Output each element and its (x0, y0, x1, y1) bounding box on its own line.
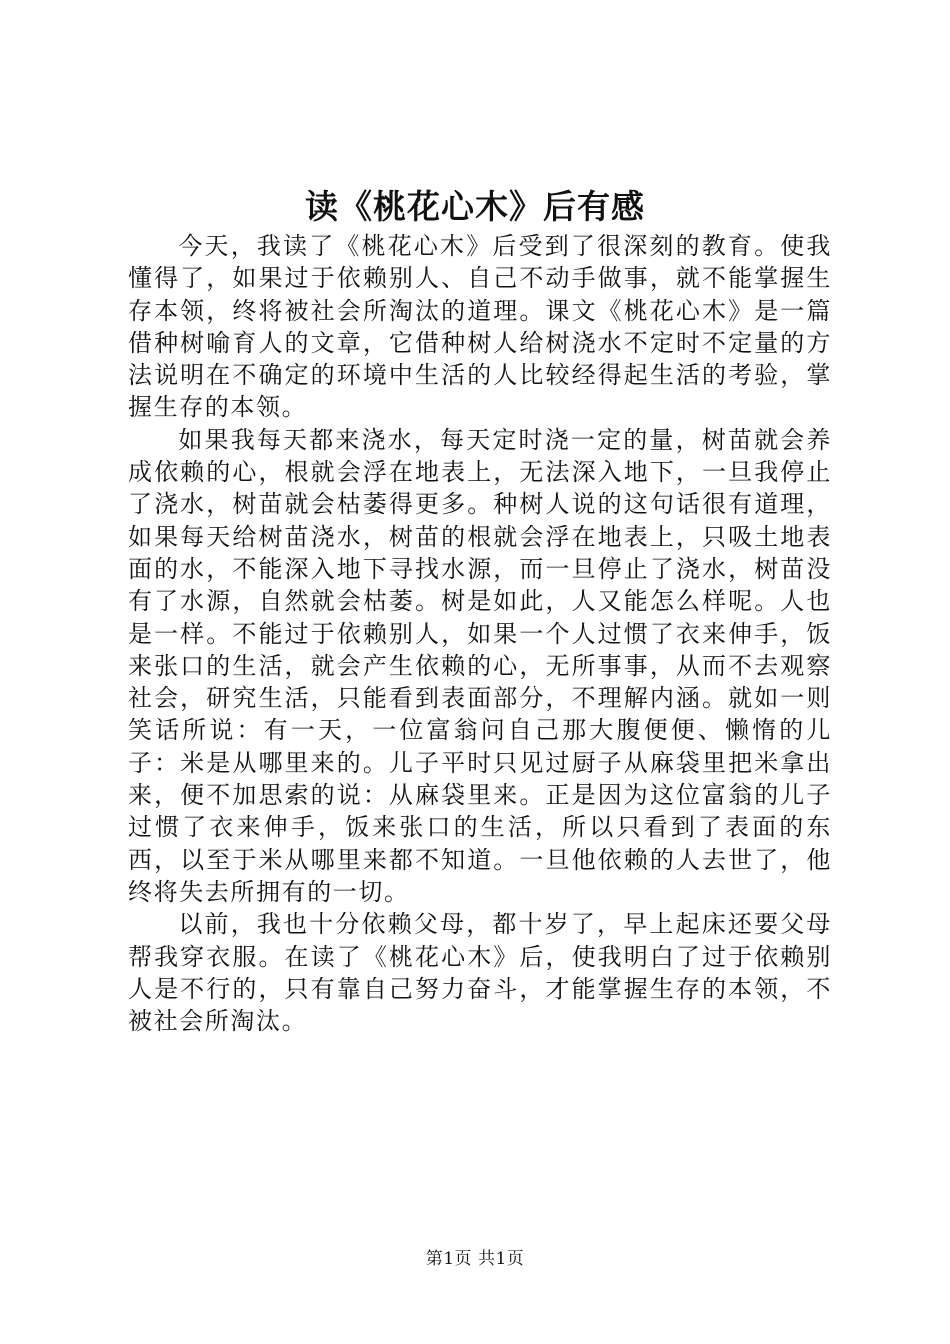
paragraph-3: 以前，我也十分依赖父母，都十岁了，早上起床还要父母帮我穿衣服。在读了《桃花心木》后，使我明白了过于依赖别人是不行的，只有靠自己努力奋斗，才能掌握生存的本领，不被社会所淘汰。 (128, 910, 832, 1036)
page-number-footer: 第1页 共1页 (425, 1249, 525, 1269)
document-body (128, 230, 832, 1037)
paragraph-2: 如果我每天都来浇水，每天定时浇一定的量，树苗就会养成依赖的心，根就会浮在地表上，无法深入地下，一旦我停止了浇水，树苗就会枯萎得更多。种树人说的这句话很有道理，如果每天给树苗浇水，树苗的根就会浮在地表上，只吸土地表面的水，不能深入地下寻找水源，而一旦停止了浇水，树苗没有了水源，自然就会枯萎。树是如此，人又能怎么样呢。人也是一样。不能过于依赖别人，如果一个人过惯了衣来伸手，饭来张口的生活，就会产生依赖的心，无所事事，从而不去观察社会，研究生活，只能看到表面部分，不理解内涵。就如一则笑话所说：有一天，一位富翁问自己那大腹便便、懒惰的儿子：米是从哪里来的。儿子平时只见过厨子从麻袋里把米拿出来，便不加思索的说：从麻袋里来。正是因为这位富翁的儿子过惯了衣来伸手，饭来张口的生活，所以只看到了表面的东西，以至于米从哪里来都不知道。一旦他依赖的人去世了，他终将失去所拥有的一切。 (128, 425, 832, 906)
document-title: 读《桃花心木》后有感 (305, 187, 645, 226)
paragraph-1: 今天，我读了《桃花心木》后受到了很深刻的教育。使我懂得了，如果过于依赖别人、自己不动手做事，就不能掌握生存本领，终将被社会所淘汰的道理。课文《桃花心木》是一篇借种树喻育人的文章，它借种树人给树浇水不定时不定量的方法说明在不确定的环境中生活的人比较经得起生活的考验，掌握生存的本领。 (128, 232, 832, 422)
